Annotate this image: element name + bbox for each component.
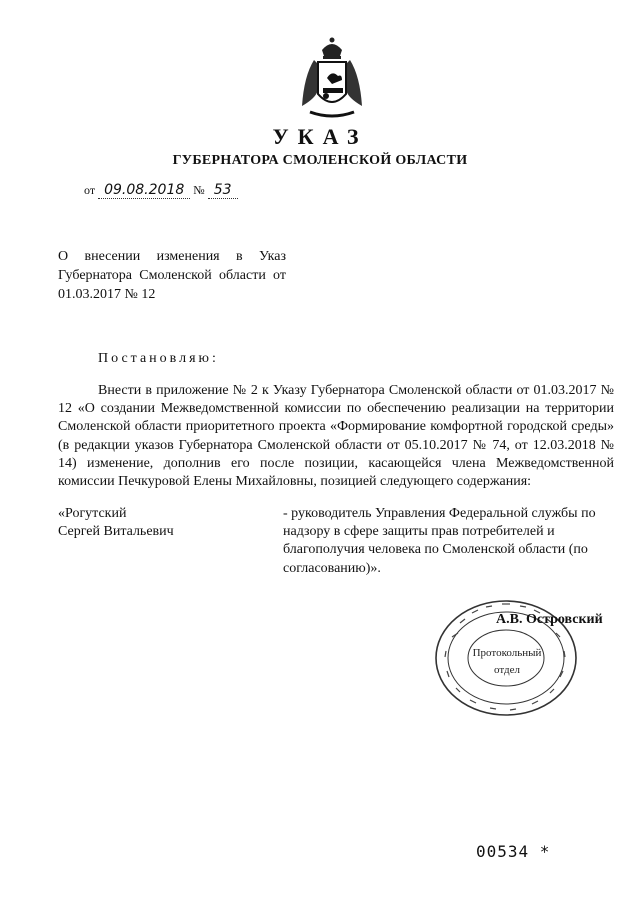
coat-of-arms-emblem	[296, 36, 368, 120]
number-prefix: №	[193, 183, 205, 197]
document-date: 09.08.2018	[98, 182, 190, 199]
decree-keyword: Постановляю:	[98, 351, 219, 366]
date-prefix: от	[84, 183, 96, 197]
registration-number: 00534 *	[476, 842, 551, 861]
governor-signature: А.В. Островский	[496, 612, 603, 627]
document-subtitle: ГУБЕРНАТОРА СМОЛЕНСКОЙ ОБЛАСТИ	[172, 153, 468, 168]
stamp-line-2: отдел	[494, 664, 520, 676]
entry-person	[58, 505, 174, 541]
stamp-inner-text	[472, 645, 542, 679]
entry-description: - руководитель Управления Федеральной службы по надзору в сфере защиты прав потребителей и благополучия человека по Смоленской области (по согласованию)».	[283, 506, 596, 576]
entry-surname: «Рогутский	[58, 506, 127, 521]
document-number: 53	[208, 182, 238, 199]
entry-name: Сергей Витальевич	[58, 524, 174, 539]
subject-heading: О внесении изменения в Указ Губернатора Смоленской области от 01.03.2017 № 12	[58, 249, 286, 302]
date-number-line	[84, 182, 238, 198]
stamp-line-1: Протокольный	[472, 647, 542, 659]
decree-body	[58, 382, 614, 491]
document-title: УКАЗ	[272, 124, 368, 149]
body-paragraph: Внести в приложение № 2 к Указу Губернатора Смоленской области от 01.03.2017 № 12 «О создании Межведомственной комиссии по обеспечению реализации на территории Смоленской области приоритетного проекта «Формирование комфортной городской среды» (в редакции указов Губернатора Смоленской области от 05.10.2017 № 74, от 12.03.2018 № 14) изменение, дополнив его после позиции, касающейся члена Межведомственной комиссии Печкуровой Елены Михайловны, позицией следующего содержания:	[58, 383, 614, 490]
